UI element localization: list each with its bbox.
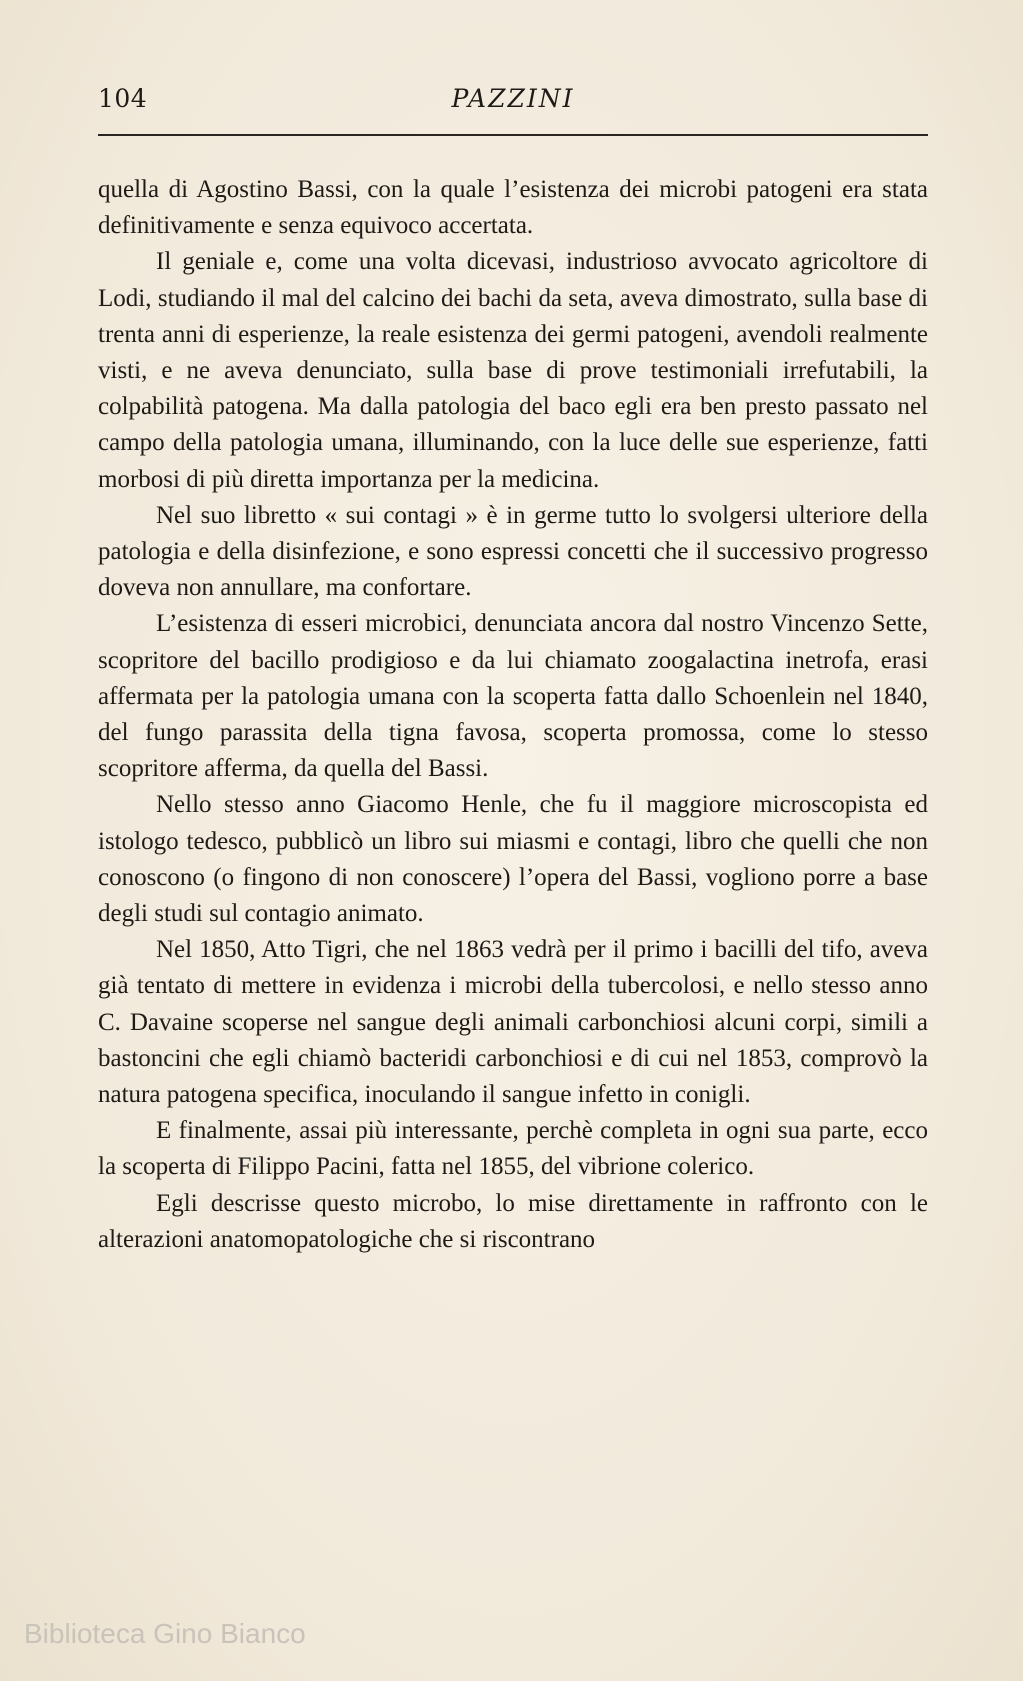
library-watermark: Biblioteca Gino Bianco [24, 1618, 306, 1649]
paragraph: quella di Agostino Bassi, con la quale l’esistenza dei microbi patogeni era stata definitivamente e senza equivoco accertata. [98, 176, 928, 240]
paragraph: L’esistenza di esseri microbici, denunciata ancora dal nostro Vincenzo Sette, scopritore del bacillo prodigioso e da lui chiamato zoogalactina inetrofa, erasi affermata per la patologia umana con la scoperta fatta dallo Schoenlein nel 1840, del fungo parassita della tigna favosa, scoperta promossa, come lo stesso scopritore afferma, da quella del Bassi. [98, 610, 928, 783]
page-header [98, 84, 928, 124]
page-number: 104 [98, 84, 148, 113]
header-rule [98, 134, 928, 136]
paragraph: Nel 1850, Atto Tigri, che nel 1863 vedrà per il primo i bacilli del tifo, aveva già tentato di mettere in evidenza i microbi della tubercolosi, e nello stesso anno C. Davaine scoperse nel sangue degli animali carbonchiosi alcuni corpi, simili a bastoncini che egli chiamò bacteridi carbonchiosi e di cui nel 1853, comprovò la natura patogena specifica, inoculando il sangue infetto in conigli. [98, 936, 928, 1109]
paragraph: Egli descrisse questo microbo, lo mise direttamente in raffronto con le alterazioni anatomopatologiche che si riscontrano [98, 1189, 928, 1253]
paragraph: Il geniale e, come una volta dicevasi, industrioso avvocato agricoltore di Lodi, studiando il mal del calcino dei bachi da seta, aveva dimostrato, sulla base di trenta anni di esperienze, la reale esistenza dei germi patogeni, avendoli realmente visti, e ne aveva denunciato, sulla base di prove testimoniali irrefutabili, la colpabilità patogena. Ma dalla patologia del baco egli era ben presto passato nel campo della patologia umana, illuminando, con la luce delle sue esperienze, fatti morbosi di più diretta importanza per la medicina. [98, 248, 928, 493]
body-text [98, 172, 928, 1258]
paragraph: Nello stesso anno Giacomo Henle, che fu il maggiore microscopista ed istologo tedesco, pubblicò un libro sui miasmi e contagi, libro che quelli che non conoscono (o fingono di non conoscere) l’opera del Bassi, vogliono porre a base degli studi sul contagio animato. [98, 791, 928, 928]
paragraph: E finalmente, assai più interessante, perchè completa in ogni sua parte, ecco la scoperta di Filippo Pacini, fatta nel 1855, del vibrione colerico. [98, 1117, 928, 1181]
paragraph: Nel suo libretto « sui contagi » è in germe tutto lo svolgersi ulteriore della patologia e della disinfezione, e sono espressi concetti che il successivo progresso doveva non annullare, ma confortare. [98, 501, 928, 602]
running-title: PAZZINI [451, 84, 575, 113]
